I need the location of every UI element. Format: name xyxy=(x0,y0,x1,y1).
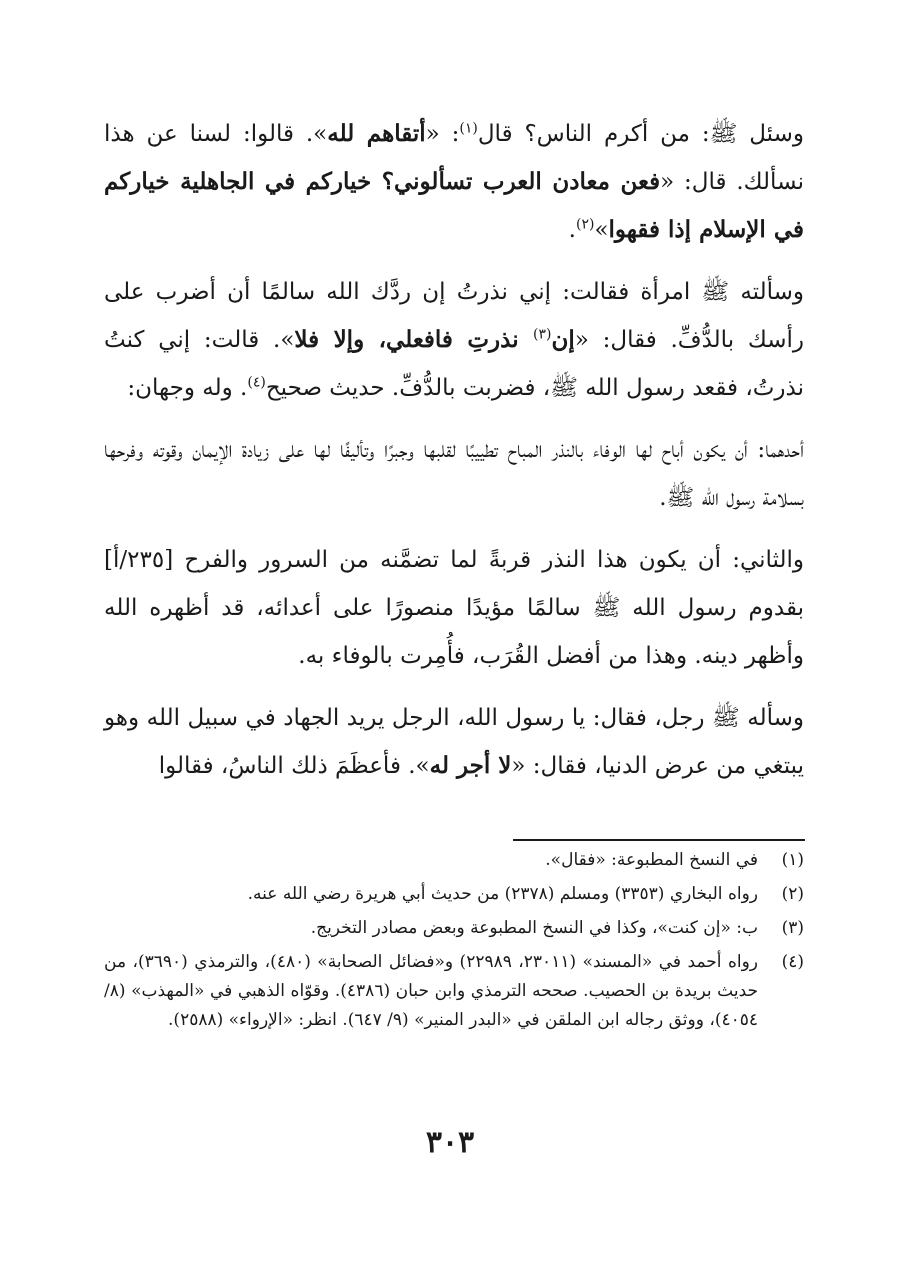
footnote-separator xyxy=(513,839,805,841)
footnotes xyxy=(104,846,804,1040)
footnote xyxy=(104,948,804,1035)
text-segment: والثاني: أن يكون هذا النذر قربةً لما تضمَّنه من السرور والفرح [٢٣٥/أ] بقدوم رسول الله ﷺ سالمًا مؤيدًا منصورًا على أعدائه، قد أظهره الله وأظهر دينه. وهذا من أفضل القُرَب، فأُمِرت بالوفاء به. xyxy=(104,547,804,669)
paragraph xyxy=(104,426,804,522)
page-number: ٣٠٣ xyxy=(425,1125,475,1160)
footnote-ref: (١) xyxy=(459,120,478,137)
paragraph xyxy=(104,536,804,680)
hadith-quote: إن xyxy=(551,326,575,353)
text-segment: . xyxy=(568,217,576,243)
footnote xyxy=(104,846,804,875)
footnote-text: في النسخ المطبوعة: «فقال». xyxy=(545,850,758,870)
footnote xyxy=(104,880,804,909)
paragraph xyxy=(104,694,804,790)
text-segment: » xyxy=(594,217,609,243)
hadith-quote: نذرتِ فافعلي، وإلا فلا xyxy=(294,326,534,353)
text-segment: وسألته ﷺ امرأة فقالت: إني نذرتُ إن ردَّك الله سالمًا أن أضرب على رأسك بالدُّفِّ. فقال: « xyxy=(104,279,804,353)
paragraph xyxy=(104,110,804,254)
hadith-quote: فعن معادن العرب تسألوني؟ خياركم في الجاهلية خياركم في الإسلام إذا فقهوا xyxy=(104,168,804,243)
footnote-text: رواه البخاري (٣٣٥٣) ومسلم (٢٣٧٨) من حديث أبي هريرة رضي الله عنه. xyxy=(247,884,758,904)
text-segment: أحدهما: أن يكون أباح لها الوفاء بالنذر المباح تطييبًا لقلبها وجبرًا وتأليفًا لها على زيادة الإيمان وقوته وفرحها بسلامة رسول الله ﷺ. xyxy=(104,437,804,511)
footnote-text: رواه أحمد في «المسند» (٢٣٠١١، ٢٢٩٨٩) و«فضائل الصحابة» (٤٨٠)، والترمذي (٣٦٩٠)، من حديث بريدة بن الحصيب. صححه الترمذي وابن حبان (٤٣٨٦). وقوّاه الذهبي في «المهذب» (٨/ ٤٠٥٤)، ووثق رجاله ابن الملقن في «البدر المنير» (٩/ ٦٤٧). انظر: «الإرواء» (٢٥٨٨). xyxy=(104,952,759,1030)
footnote-number: (٢) xyxy=(781,884,804,904)
text-segment: ». فأعظَمَ ذلك الناسُ، فقالوا xyxy=(158,753,430,779)
hadith-quote: لا أجر له xyxy=(429,752,512,779)
text-segment: : « xyxy=(425,121,460,147)
footnote-ref: (٣) xyxy=(533,326,552,343)
text-segment: وسئل ﷺ: من أكرم الناس؟ قال xyxy=(477,121,804,147)
hadith-quote: أتقاهم لله xyxy=(327,120,426,147)
text-segment: . وله وجهان: xyxy=(127,375,248,401)
footnote-ref: (٤) xyxy=(247,374,266,391)
paragraph xyxy=(104,268,804,412)
main-text xyxy=(104,110,804,804)
text-segment: ». قالت: إني كنتُ نذرتُ، فقعد رسول الله ﷺ، فضربت بالدُّفِّ. حديث صحيح xyxy=(104,327,804,401)
footnote-number: (٣) xyxy=(781,918,804,938)
footnote xyxy=(104,914,804,943)
footnote-number: (٤) xyxy=(781,952,804,972)
footnote-ref: (٢) xyxy=(575,216,595,233)
text-segment: وسأله ﷺ رجل، فقال: يا رسول الله، الرجل يريد الجهاد في سبيل الله وهو يبتغي من عرض الدنيا، فقال: « xyxy=(104,705,804,779)
footnote-text: ب: «إن كنت»، وكذا في النسخ المطبوعة وبعض مصادر التخريج. xyxy=(310,918,758,938)
footnote-number: (١) xyxy=(781,850,804,870)
text-segment: ». قالوا: لسنا عن هذا نسألك. قال: « xyxy=(104,121,804,195)
